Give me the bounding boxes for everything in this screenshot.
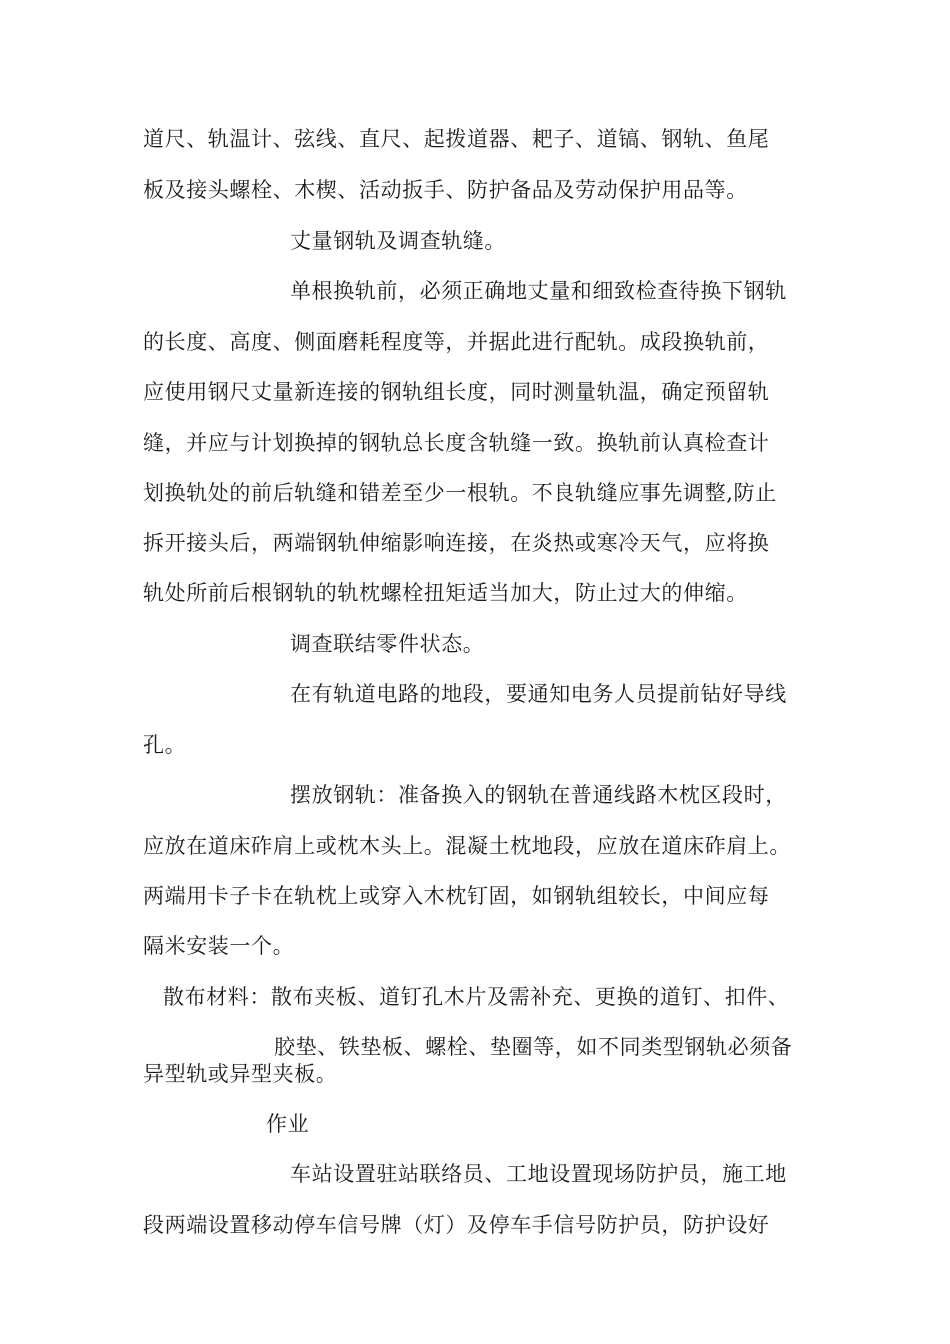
section-heading: 丈量钢轨及调查轨缝。: [290, 229, 506, 253]
text-line: 拆开接头后，两端钢轨伸缩影响连接，在炎热或寒冷天气，应将换: [143, 531, 770, 555]
text-line: 隔米安装一个。: [143, 934, 295, 958]
text-line: 的长度、高度、侧面磨耗程度等，并据此进行配轨。成段换轨前，: [143, 330, 770, 354]
text-line: 划换轨处的前后轨缝和错差至少一根轨。不良轨缝应事先调整,防止: [143, 481, 777, 505]
text-line: 在有轨道电路的地段，要通知电务人员提前钻好导线: [290, 682, 787, 706]
text-line: 车站设置驻站联络员、工地设置现场防护员，施工地: [290, 1162, 787, 1186]
text-line: 应放在道床砟肩上或枕木头上。混凝土枕地段，应放在道床砟肩上。: [143, 834, 791, 858]
text-line: 段两端设置移动停车信号牌（灯）及停车手信号防护员，防护设好: [143, 1213, 770, 1237]
text-line: 板及接头螺栓、木楔、活动扳手、防护备品及劳动保护用品等。: [143, 178, 748, 202]
text-line: 孔。: [143, 733, 187, 757]
text-line: 应使用钢尺丈量新连接的钢轨组长度，同时测量轨温，确定预留轨: [143, 380, 770, 404]
text-line: 胶垫、铁垫板、螺栓、垫圈等，如不同类型钢轨必须备: [274, 1035, 793, 1059]
section-heading: 调查联结零件状态。: [290, 632, 485, 656]
text-line: 道尺、轨温计、弦线、直尺、起拨道器、耙子、道镐、钢轨、鱼尾: [143, 127, 770, 151]
text-line: 单根换轨前，必须正确地丈量和细致检查待换下钢轨: [290, 279, 787, 303]
text-line: 轨处所前后根钢轨的轨枕螺栓扭矩适当加大，防止过大的伸缩。: [143, 581, 748, 605]
text-line: 摆放钢轨：准备换入的钢轨在普通线路木枕区段时，: [290, 783, 787, 807]
text-line: 两端用卡子卡在轨枕上或穿入木枕钉固，如钢轨组较长，中间应每: [143, 884, 770, 908]
text-line: 异型轨或异型夹板。: [143, 1062, 338, 1086]
text-line: 缝，并应与计划换掉的钢轨总长度含轨缝一致。换轨前认真检查计: [143, 431, 770, 455]
text-line: 散布材料：散布夹板、道钉孔木片及需补充、更换的道钉、扣件、: [163, 985, 790, 1009]
section-heading: 作业: [266, 1112, 310, 1136]
